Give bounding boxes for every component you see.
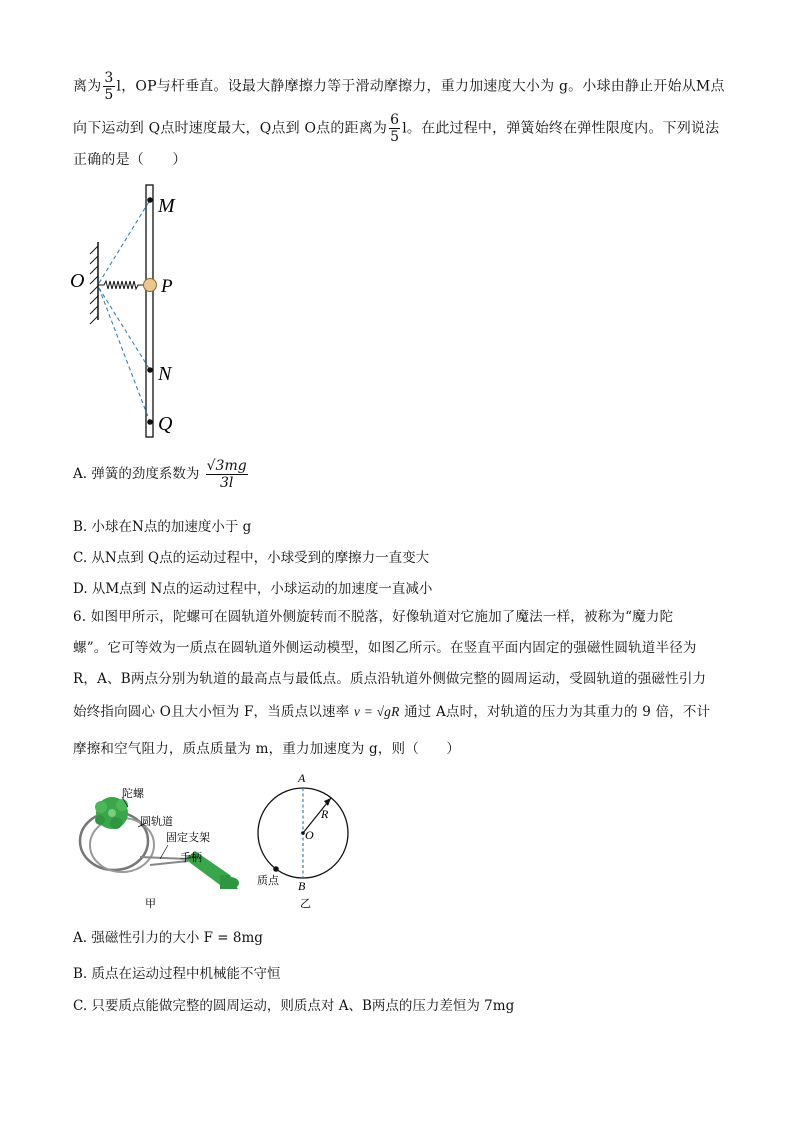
point-n — [147, 367, 153, 373]
q5-line-1: 离为 $\frac{3}{5}$ l，OP与杆垂直。设最大静摩擦力等于滑动摩擦力，重力加速度大小为 g。小球由静止开始从M点 — [73, 70, 725, 103]
q6-line-1: 6. 如图甲所示，陀螺可在圆轨道外侧旋转而不脱落，好像轨道对它施加了魔法一样，被称为“魔力陀 — [73, 609, 674, 625]
q5-line-3: 正确的是（ ） — [73, 152, 187, 168]
q5-option-a[interactable]: A. 弹簧的劲度系数为 $\frac{√3mg}{3l}$ — [73, 458, 247, 491]
caption-yi: 乙 — [300, 897, 311, 910]
label-stand: 固定支架 — [166, 831, 210, 844]
label-top: 陀螺 — [122, 787, 144, 800]
circle-track-figure — [250, 768, 360, 910]
q5-option-b[interactable]: B. 小球在N点的加速度小于 g — [73, 519, 252, 535]
dashed-oq — [99, 288, 150, 422]
q6-line-3: R，A、B两点分别为轨道的最高点与最低点。质点沿轨道外侧做完整的圆周运动，受圆轨道的强磁性引力 — [73, 671, 707, 687]
q6-option-b[interactable]: B. 质点在运动过程中机械能不守恒 — [73, 966, 281, 982]
q6-line-4: 始终指向圆心 O且大小恒为 F，当质点以速率 v = √gR 通过 A点时，对轨道的压力为其重力的 9 倍，不计 — [73, 704, 711, 720]
top-gyro-icon — [95, 797, 128, 829]
magic-top-figure — [70, 785, 250, 910]
label-m: M — [158, 195, 175, 217]
label-a: A — [298, 771, 306, 785]
point-m — [147, 197, 153, 203]
rod-spring-figure — [66, 180, 196, 442]
label-q: Q — [158, 413, 173, 435]
dashed-om — [99, 200, 150, 283]
label-r: R — [321, 807, 329, 821]
q6-line-2: 螺”。它可等效为一质点在圆轨道外侧运动模型，如图乙所示。在竖直平面内固定的强磁性圆轨道半径为 — [73, 640, 697, 656]
label-o: O — [70, 270, 85, 292]
label-particle: 质点 — [257, 874, 279, 887]
label-handle: 手柄 — [180, 851, 202, 864]
label-b: B — [298, 879, 306, 893]
label-o2: O — [305, 828, 314, 842]
point-q — [147, 419, 153, 425]
q6-option-a[interactable]: A. 强磁性引力的大小 F = 8mg — [73, 930, 263, 946]
ball-p — [144, 279, 157, 292]
velocity-formula: v = √gR — [353, 704, 400, 719]
q5-line-2: 向下运动到 Q点时速度最大，Q点到 O点的距离为 $\frac{6}{5}$ l。在此过程中，弹簧始终在弹性限度内。下列说法 — [73, 112, 720, 145]
fraction-3-5: $\frac{3}{5}$ — [104, 70, 114, 103]
dashed-on — [99, 288, 150, 370]
vertical-rod — [146, 185, 153, 437]
fraction-6-5: $\frac{6}{5}$ — [390, 112, 400, 145]
q6-option-c[interactable]: C. 只要质点能做完整的圆周运动，则质点对 A、B两点的压力差恒为 7mg — [73, 998, 515, 1014]
label-n: N — [158, 363, 172, 385]
label-p: P — [161, 276, 173, 297]
particle-point — [273, 866, 279, 872]
q6-line-5: 摩擦和空气阻力，质点质量为 m，重力加速度为 g，则（ ） — [73, 741, 461, 757]
caption-jia: 甲 — [145, 897, 156, 910]
spring — [98, 281, 144, 289]
q5-option-d[interactable]: D. 从M点到 N点的运动过程中，小球运动的加速度一直减小 — [73, 581, 433, 597]
label-track: 圆轨道 — [140, 815, 173, 828]
q5-option-c[interactable]: C. 从N点到 Q点的运动过程中，小球受到的摩擦力一直变大 — [73, 550, 430, 566]
